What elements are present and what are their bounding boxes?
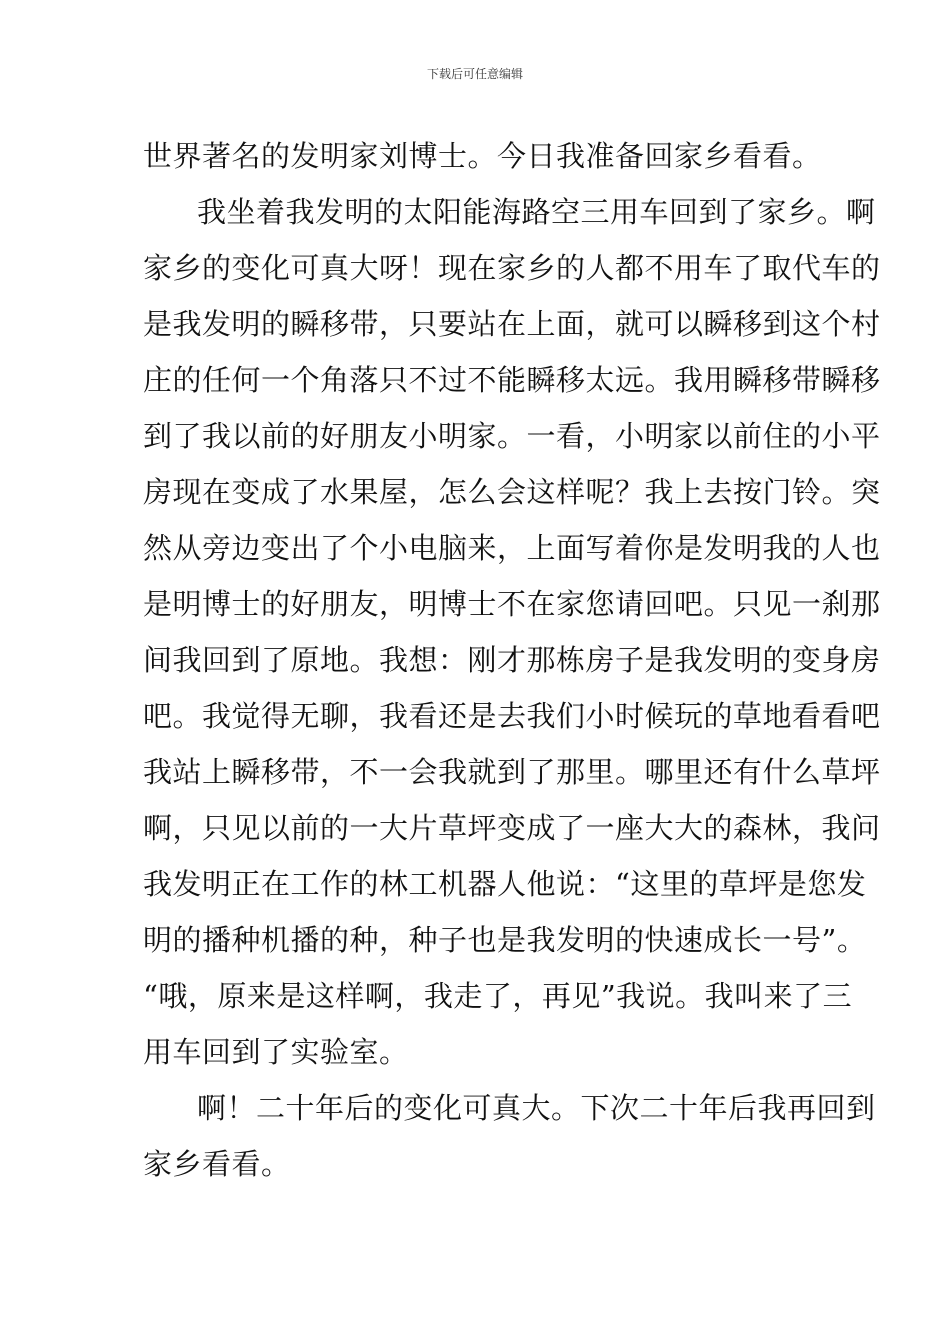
text-line: 明的播种机播的种，种子也是我发明的快速成长一号”。 xyxy=(143,923,867,957)
text-line: 世界著名的发明家刘博士。今日我准备回家乡看看。 xyxy=(143,139,822,173)
text-line: 然从旁边变出了个小电脑来，上面写着你是发明我的人也 xyxy=(143,531,881,565)
text-line: “哦，原来是这样啊，我走了，再见”我说。我叫来了三 xyxy=(143,979,853,1013)
text-line: 用车回到了实验室。 xyxy=(143,1035,409,1069)
text-line: 是我发明的瞬移带，只要站在上面，就可以瞬移到这个村 xyxy=(143,307,881,341)
text-line: 间我回到了原地。我想：刚才那栋房子是我发明的变身房 xyxy=(143,643,881,677)
page-header: 下载后可任意编辑 xyxy=(426,67,523,81)
text-line: 家乡看看。 xyxy=(143,1147,291,1181)
text-line: 啊！二十年后的变化可真大。下次二十年后我再回到 xyxy=(197,1091,876,1125)
text-line: 我坐着我发明的太阳能海路空三用车回到了家乡。啊 xyxy=(197,195,876,229)
text-line: 啊，只见以前的一大片草坪变成了一座大大的森林，我问 xyxy=(143,811,881,845)
text-line: 家乡的变化可真大呀！现在家乡的人都不用车了取代车的 xyxy=(143,251,881,285)
text-line: 庄的任何一个角落只不过不能瞬移太远。我用瞬移带瞬移 xyxy=(143,363,881,397)
text-line: 房现在变成了水果屋，怎么会这样呢？我上去按门铃。突 xyxy=(143,475,881,509)
text-line: 是明博士的好朋友，明博士不在家您请回吧。只见一刹那 xyxy=(143,587,881,621)
text-line: 我发明正在工作的林工机器人他说：“这里的草坪是您发 xyxy=(143,867,867,901)
text-line: 我站上瞬移带，不一会我就到了那里。哪里还有什么草坪 xyxy=(143,755,881,789)
document-body xyxy=(143,128,881,1192)
text-line: 吧。我觉得无聊，我看还是去我们小时候玩的草地看看吧 xyxy=(143,699,881,733)
text-line: 到了我以前的好朋友小明家。一看，小明家以前住的小平 xyxy=(143,419,881,453)
